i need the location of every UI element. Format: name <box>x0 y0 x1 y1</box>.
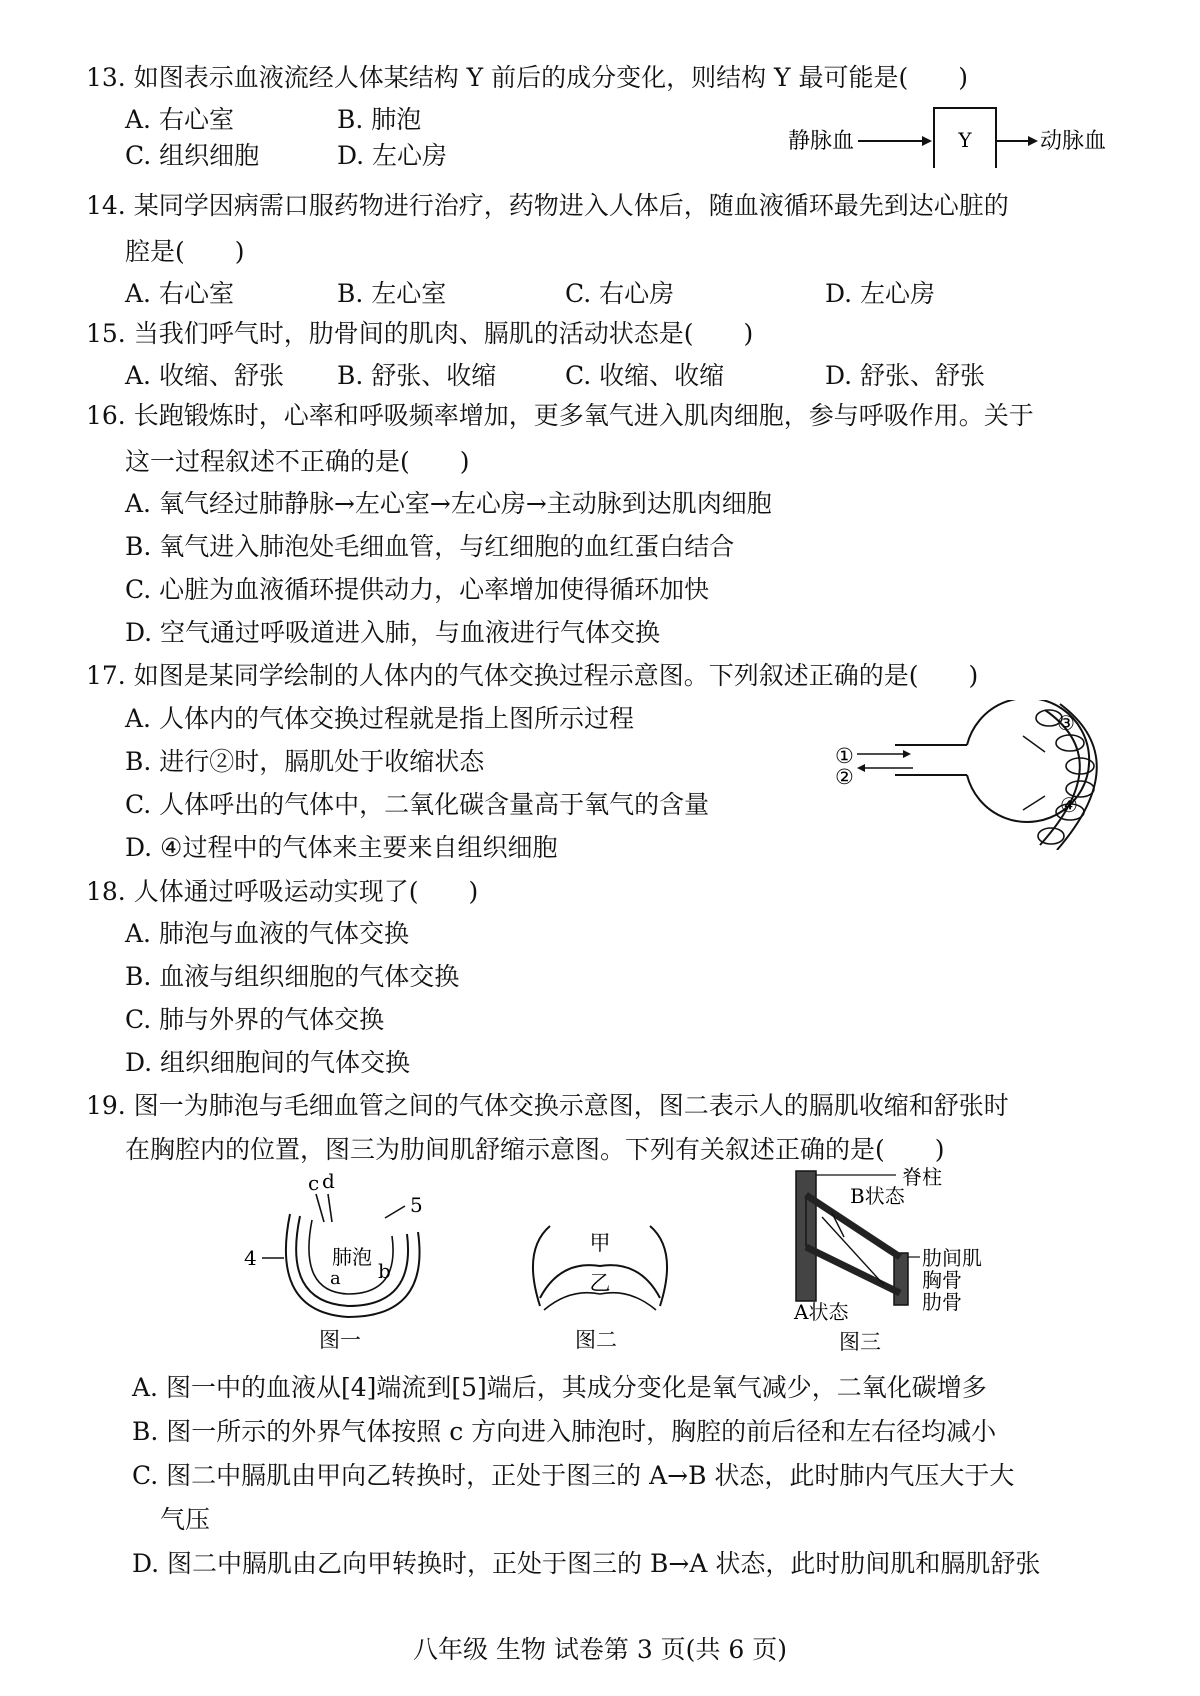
q17-label-2: ② <box>835 765 854 789</box>
q13-diagram-right-label: 动脉血 <box>1040 129 1107 154</box>
q13-arrowhead-in <box>922 136 932 146</box>
q13-option-c: C. 组织细胞 <box>125 141 260 170</box>
q14-stem-line2: 腔是( ) <box>125 237 245 266</box>
q18-option-c: C. 肺与外界的气体交换 <box>125 1005 385 1034</box>
q17-option-b: B. 进行②时，膈肌处于收缩状态 <box>125 747 485 776</box>
q17-arrowhead-2 <box>857 764 865 772</box>
q18-option-d: D. 组织细胞间的气体交换 <box>125 1048 411 1077</box>
q18-option-b: B. 血液与组织细胞的气体交换 <box>125 962 460 991</box>
q15-option-d: D. 舒张、舒张 <box>825 361 986 390</box>
q17-option-d: D. ④过程中的气体来主要来自组织细胞 <box>125 833 558 862</box>
fig1-arrow-5 <box>385 1206 405 1218</box>
fig2-label-top: 甲 <box>589 1231 611 1255</box>
fig3-caption: 图三 <box>839 1330 881 1354</box>
q17-option-c: C. 人体呼出的气体中，二氧化碳含量高于氧气的含量 <box>125 790 710 819</box>
q16-stem-line2: 这一过程叙述不正确的是( ) <box>125 447 470 476</box>
q19-stem-line1: 19. 图一为肺泡与毛细血管之间的气体交换示意图，图二表示人的膈肌收缩和舒张时 <box>86 1091 1009 1120</box>
q19-option-c-continued: 气压 <box>160 1505 211 1534</box>
q13-arrowhead-out <box>1028 136 1038 146</box>
q17-arrow-3 <box>1023 736 1045 752</box>
fig3-sternum-label: 胸骨 <box>922 1268 962 1292</box>
fig3-intercostal-label: 肋间肌 <box>922 1246 982 1270</box>
fig3-sternum <box>894 1253 908 1305</box>
q13-box-label: Y <box>958 128 972 152</box>
q17-label-1: ① <box>835 744 854 768</box>
q16-option-a: A. 氧气经过肺静脉→左心室→左心房→主动脉到达肌肉细胞 <box>125 489 772 518</box>
q18-stem: 18. 人体通过呼吸运动实现了( ) <box>86 877 479 906</box>
q13-diagram <box>780 98 1120 168</box>
q17-arrow-4 <box>1023 796 1045 810</box>
fig1-label-c: c <box>308 1172 320 1195</box>
fig1-arrow-c <box>316 1194 324 1222</box>
q15-option-a: A. 收缩、舒张 <box>125 361 284 390</box>
fig3-spine-label: 脊柱 <box>902 1165 942 1189</box>
q13-option-d: D. 左心房 <box>337 141 448 170</box>
q14-option-d: D. 左心房 <box>825 279 936 308</box>
q19-figure-3 <box>780 1165 1020 1355</box>
fig1-label-4: 4 <box>244 1246 257 1270</box>
fig1-label-d: d <box>322 1172 335 1193</box>
q17-option-a: A. 人体内的气体交换过程就是指上图所示过程 <box>125 704 634 733</box>
q19-option-b: B. 图一所示的外界气体按照 c 方向进入肺泡时，胸腔的前后径和左右径均减小 <box>132 1417 997 1446</box>
fig1-label-5: 5 <box>410 1193 423 1217</box>
q17-blood-cell <box>1038 828 1064 844</box>
q17-stem: 17. 如图是某同学绘制的人体内的气体交换过程示意图。下列叙述正确的是( ) <box>86 661 979 690</box>
q13-option-a: A. 右心室 <box>125 105 234 134</box>
q16-option-d: D. 空气通过呼吸道进入肺，与血液进行气体交换 <box>125 618 661 647</box>
q16-option-c: C. 心脏为血液循环提供动力，心率增加使得循环加快 <box>125 575 710 604</box>
q17-arrowhead-1 <box>903 750 911 758</box>
fig1-label-a: a <box>330 1268 341 1289</box>
fig1-arrow-d <box>328 1194 332 1222</box>
q15-option-c: C. 收缩、收缩 <box>565 361 725 390</box>
fig3-rib-lower <box>806 1247 900 1293</box>
q17-blood-cell <box>1056 735 1084 751</box>
q15-stem: 15. 当我们呼气时，肋骨间的肌肉、膈肌的活动状态是( ) <box>86 319 754 348</box>
fig2-diaphragm-contracted <box>544 1293 656 1310</box>
q14-option-a: A. 右心室 <box>125 279 234 308</box>
page-footer: 八年级 生物 试卷第 3 页(共 6 页) <box>412 1635 787 1664</box>
fig2-label-bottom: 乙 <box>589 1271 611 1295</box>
q19-figure-2 <box>520 1210 680 1352</box>
q13-stem: 13. 如图表示血液流经人体某结构 Y 前后的成分变化，则结构 Y 最可能是( ) <box>86 63 969 92</box>
fig1-alveolus-label: 肺泡 <box>332 1245 372 1269</box>
q19-stem-line2: 在胸腔内的位置，图三为肋间肌舒缩示意图。下列有关叙述正确的是( ) <box>125 1135 945 1164</box>
q19-figure-1 <box>240 1172 450 1352</box>
fig3-rib-label: 肋骨 <box>922 1290 962 1314</box>
fig2-caption: 图二 <box>575 1328 617 1352</box>
q13-option-b: B. 肺泡 <box>337 105 422 134</box>
q14-option-b: B. 左心室 <box>337 279 447 308</box>
q15-option-b: B. 舒张、收缩 <box>337 361 497 390</box>
q19-option-a: A. 图一中的血液从[4]端流到[5]端后，其成分变化是氧气减少，二氧化碳增多 <box>132 1373 987 1402</box>
q14-stem-line1: 14. 某同学因病需口服药物进行治疗，药物进入人体后，随血液循环最先到达心脏的 <box>86 191 1009 220</box>
q14-option-c: C. 右心房 <box>565 279 675 308</box>
q16-stem-line1: 16. 长跑锻炼时，心率和呼吸频率增加，更多氧气进入肌肉细胞，参与呼吸作用。关于 <box>86 401 1034 430</box>
q19-option-d: D. 图二中膈肌由乙向甲转换时，正处于图三的 B→A 状态，此时肋间肌和膈肌舒张 <box>132 1549 1041 1578</box>
q19-option-c: C. 图二中膈肌由甲向乙转换时，正处于图三的 A→B 状态，此时肺内气压大于大 <box>132 1461 1015 1490</box>
fig3-b-state-label: B状态 <box>850 1184 905 1208</box>
q13-diagram-left-label: 静脉血 <box>788 129 855 154</box>
q17-gas-exchange-diagram <box>835 700 1110 850</box>
fig3-a-state-label: A状态 <box>794 1300 849 1324</box>
fig1-label-b: b <box>378 1259 391 1283</box>
q18-option-a: A. 肺泡与血液的气体交换 <box>125 919 409 948</box>
q17-label-4: ④ <box>1060 793 1078 817</box>
fig1-caption: 图一 <box>319 1328 361 1352</box>
q16-option-b: B. 氧气进入肺泡处毛细血管，与红细胞的血红蛋白结合 <box>125 532 735 561</box>
q17-label-3: ③ <box>1057 711 1075 735</box>
